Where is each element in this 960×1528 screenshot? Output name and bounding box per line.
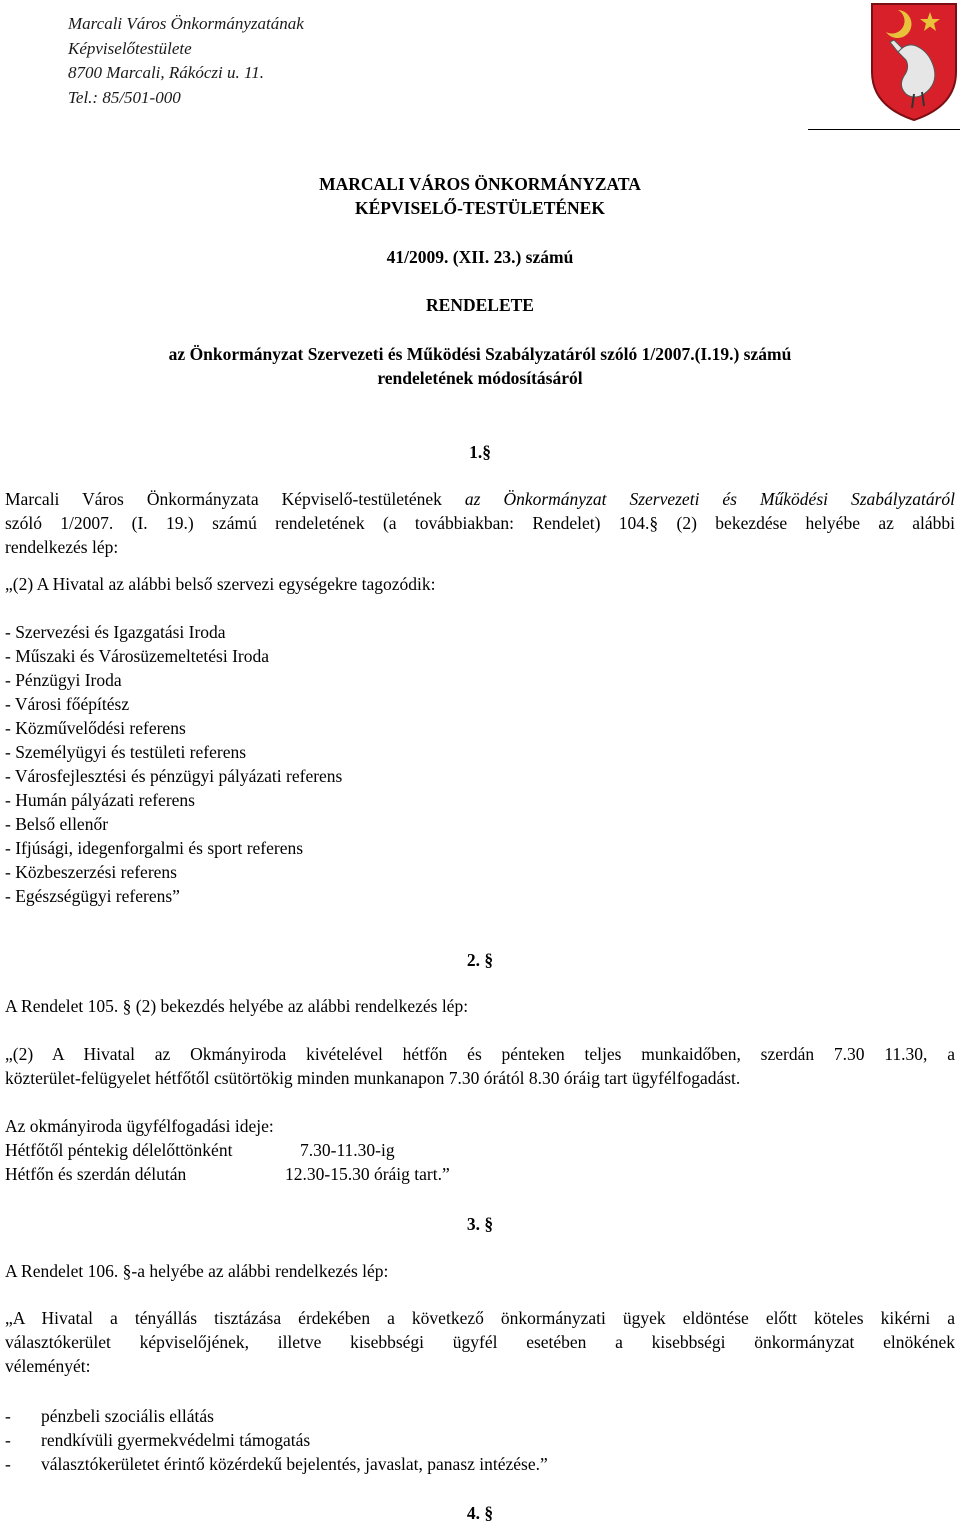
ordinance-subject: az Önkormányzat Szervezeti és Működési Szabályzatáról szóló 1/2007.(I.19.) számú (168, 344, 792, 364)
section-intro (5, 487, 955, 559)
text-line: szóló 1/2007. (I. 19.) számú rendeletének (a továbbiakban: Rendelet) 104.§ (2) bekezdése helyébe az alábbi (5, 513, 955, 533)
list-item: - Műszaki és Városüzemeltetési Iroda (5, 646, 270, 666)
text-run-italic: az Önkormányzat Szervezeti és Működési Szabályzatáról (464, 489, 955, 509)
text-line (5, 487, 955, 511)
title-line: MARCALI VÁROS ÖNKORMÁNYZATA (319, 174, 641, 194)
ordinance-type: RENDELETE (426, 295, 534, 315)
text-line: Az okmányiroda ügyfélfogadási ideje: (5, 1116, 274, 1136)
list-item: - Közművelődési referens (5, 718, 186, 738)
hours-row (5, 1162, 450, 1186)
text-line: véleményét: (5, 1356, 91, 1376)
section-heading: 2. § (466, 950, 494, 970)
section-intro: A Rendelet 105. § (2) bekezdés helyébe az alábbi rendelkezés lép: (5, 996, 469, 1016)
title-line: KÉPVISELŐ-TESTÜLETÉNEK (355, 198, 605, 218)
letterhead-line: Képviselőtestülete (68, 38, 192, 58)
letterhead-line: 8700 Marcali, Rákóczi u. 11. (68, 63, 264, 82)
list-item: - Belső ellenőr (5, 814, 109, 834)
hours-label: Hétfőn és szerdán délután (5, 1164, 187, 1184)
list-item-text: pénzbeli szociális ellátás (41, 1406, 214, 1426)
list-item: - Pénzügyi Iroda (5, 670, 122, 690)
letterhead-line: Tel.: 85/501-000 (68, 87, 181, 107)
list-item: - Közbeszerzési referens (5, 862, 177, 882)
list-item: - Személyügyi és testületi referens (5, 742, 247, 762)
list-item: - Egészségügyi referens” (5, 886, 180, 906)
section-heading: 3. § (466, 1214, 494, 1234)
letterhead-line: Marcali Város Önkormányzatának (68, 14, 304, 33)
coat-of-arms-icon (868, 2, 960, 122)
section-heading: 1.§ (469, 442, 491, 462)
ordinance-number: 41/2009. (XII. 23.) számú (386, 247, 574, 267)
list-dash: - (5, 1406, 11, 1426)
list-item: - Városfejlesztési és pénzügyi pályázati referens (5, 766, 343, 786)
unit-list (5, 620, 955, 908)
text-line: választókerület képviselőjének, illetve kisebbségi ügyfél esetében a kisebbségi önkormányzat elnökének (5, 1332, 955, 1352)
section-intro: A Rendelet 106. §-a helyébe az alábbi rendelkezés lép: (5, 1261, 389, 1281)
list-item-text: rendkívüli gyermekvédelmi támogatás (41, 1430, 311, 1450)
text-line: rendelkezés lép: (5, 537, 119, 557)
list-item-text: választókerületet érintő közérdekű bejelentés, javaslat, panasz intézése.” (41, 1454, 548, 1474)
text-line: „(2) A Hivatal az Okmányiroda kivételével hétfőn és pénteken teljes munkaidőben, szerdán 7.30 11.30, a (5, 1044, 955, 1064)
hours-row (5, 1138, 395, 1162)
text-line: „A Hivatal a tényállás tisztázása érdekében a következő önkormányzati ügyek eldöntése előtt köteles kikérni a (5, 1308, 955, 1328)
list-item: - Humán pályázati referens (5, 790, 195, 810)
section-paragraph (5, 1042, 955, 1090)
list-item (5, 1428, 310, 1452)
hours-value: 7.30-11.30-ig (300, 1140, 395, 1160)
list-dash: - (5, 1430, 11, 1450)
section-paragraph (5, 1306, 955, 1378)
text-line: közterület-felügyelet hétfőtől csütörtökig minden munkanapon 7.30 órától 8.30 óráig tart ügyfélfogadást. (5, 1068, 741, 1088)
ordinance-subject: rendeletének módosításáról (377, 368, 583, 388)
list-item (5, 1404, 214, 1428)
header-rule (808, 129, 960, 130)
list-item (5, 1452, 548, 1476)
list-dash: - (5, 1454, 11, 1474)
hours-value: 12.30-15.30 óráig tart.” (285, 1164, 450, 1184)
section-heading: 4. § (466, 1503, 494, 1523)
list-item: - Városi főépítész (5, 694, 130, 714)
hours-label: Hétfőtől péntekig délelőttönként (5, 1140, 233, 1160)
list-item: - Szervezési és Igazgatási Iroda (5, 622, 226, 642)
text-run: Marcali Város Önkormányzata Képviselő-testületének (5, 489, 465, 509)
list-item: - Ifjúsági, idegenforgalmi és sport referens (5, 838, 304, 858)
letterhead (68, 12, 304, 110)
quote-line: „(2) A Hivatal az alábbi belső szervezi egységekre tagozódik: (5, 574, 436, 594)
